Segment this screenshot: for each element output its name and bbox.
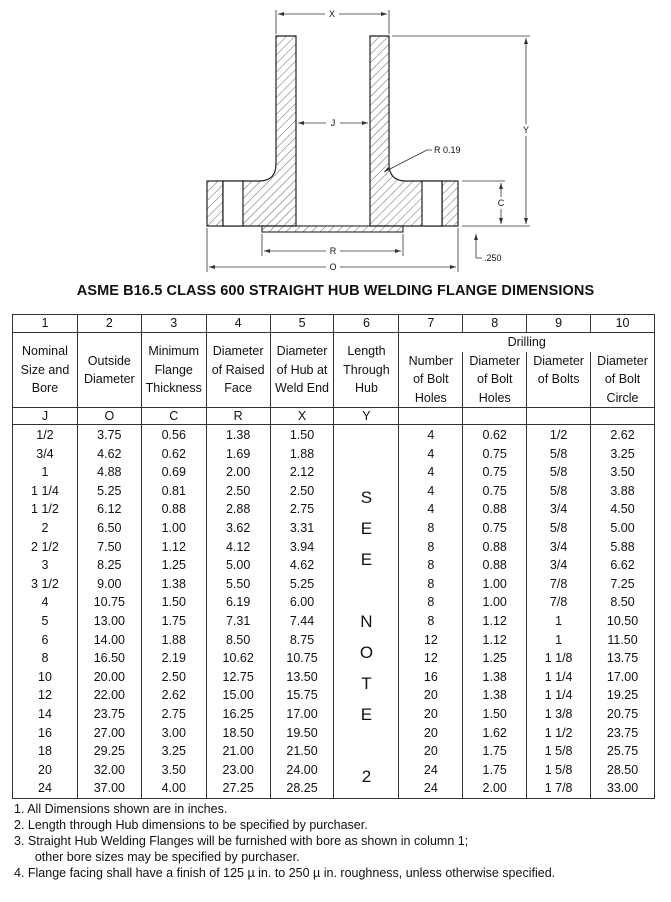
label-radius: R 0.19 [434,145,461,155]
table-cell: 4 [427,502,435,517]
header-raised-face: Diameter of Raised Face [206,333,270,408]
table-cell: 20.75 [606,706,639,721]
table-cell: 1 3/8 [544,706,573,721]
table-cell: 11.50 [607,632,638,647]
table-cell: 24 [38,781,52,796]
symbol-cell: X [270,408,334,425]
table-cell: 3.25 [161,744,186,759]
table-cell: 10.75 [286,651,318,666]
table-cell: 1.75 [482,762,507,777]
table-cell: 5/8 [549,520,568,535]
table-cell: 3.75 [97,428,122,442]
symbol-cell: C [141,408,206,425]
table-cell: 1 5/8 [544,762,573,777]
table-cell: 5/8 [549,465,568,480]
table-cell: 19.50 [286,725,318,740]
table-cell: 1 1/2 [544,725,573,740]
header-outside-diameter: Outside Diameter [77,333,141,408]
table-cell: 8 [427,558,435,573]
flange-right-ring [442,181,458,226]
table-cell: 4 [427,483,435,498]
table-cell: 5.00 [225,558,251,573]
header-nominal-size: Nominal Size and Bore [13,333,78,408]
table-cell: 2.62 [610,428,635,442]
table-cell: 18 [38,744,52,759]
column-number: 6 [334,315,399,333]
table-cell: 1 1/4 [544,688,573,703]
table-cell: 5.50 [225,576,251,591]
table-cell: 1 [41,465,49,480]
table-cell: 1.50 [289,428,315,442]
table-cell: 1 1/2 [31,502,59,517]
table-cell: 16 [423,669,438,684]
table-cell: 4 [427,428,435,442]
col-bolt-hole-diameter [463,425,527,799]
column-number: 2 [77,315,141,333]
table-cell: 1.25 [161,558,186,573]
table-cell: 0.88 [482,558,507,573]
header-hub-diameter: Diameter of Hub at Weld End [270,333,334,408]
table-cell: 20 [423,688,438,703]
table-cell: 5/8 [549,446,568,461]
table-cell: 37.00 [93,781,125,796]
symbol-cell: O [77,408,141,425]
flange-left-ring [207,181,223,226]
table-cell: 3.25 [610,446,635,461]
table-cell: 4 [427,446,435,461]
table-cell: 1 [555,613,563,628]
table-cell: 5.88 [610,539,635,554]
table-cell: 1.12 [482,632,507,647]
table-cell: 13.00 [93,613,125,628]
table-cell: 0.62 [482,428,507,442]
table-cell: 20.00 [93,669,125,684]
table-cell: 15.00 [222,688,254,703]
table-cell: 17.00 [286,706,318,721]
table-cell: 3.94 [289,539,315,554]
table-cell: 4.88 [97,465,122,480]
symbol-cell [399,408,463,425]
footnotes [14,801,664,881]
table-cell: 2.75 [289,502,315,517]
table-cell: 7.50 [97,539,122,554]
table-cell: 3.50 [161,762,186,777]
table-cell: 1.50 [161,595,186,610]
table-cell: 8 [427,595,435,610]
table-cell: 7.25 [610,576,635,591]
column-number: 4 [206,315,270,333]
table-cell: 2 1/2 [31,539,59,554]
column-number: 9 [527,315,591,333]
table-cell: 1.38 [482,669,507,684]
symbol-cell: J [13,408,78,425]
table-cell: 1/2 [549,428,568,442]
table-cell: 27.00 [93,725,125,740]
table-cell: 13.50 [286,669,318,684]
table-cell: 8.50 [225,632,251,647]
table-cell: 5/8 [549,483,568,498]
table-cell: 16.50 [93,651,125,666]
table-cell: 1 1/4 [544,669,573,684]
table-cell: 2.50 [161,669,186,684]
table-cell: 6.19 [225,595,251,610]
table-cell: 0.88 [161,502,186,517]
table-cell: 1.12 [161,539,186,554]
table-cell: 0.75 [482,483,507,498]
col-bolt-diameter [527,425,591,799]
table-cell: 6.12 [97,502,122,517]
table-cell: 32.00 [93,762,125,777]
note-3-continued: other bore sizes may be specified by purchaser. [14,850,300,864]
table-cell: 23.75 [606,725,639,740]
raised-face [262,226,403,232]
header-bolt-hole-diameter: Diameter of Bolt Holes [463,352,527,408]
col-raised-face [206,425,270,799]
table-cell: 1 1/8 [544,651,573,666]
table-cell: 18.50 [222,725,254,740]
table-cell: 24 [423,781,438,796]
table-cell: 1.00 [161,520,186,535]
table-cell: 1.62 [482,725,507,740]
table-cell: 2.50 [225,483,251,498]
table-cell: 1 1/4 [31,483,59,498]
label-c: C [497,198,505,208]
table-cell: 4.62 [97,446,122,461]
table-cell: 0.81 [161,483,186,498]
table-cell: 20 [423,725,438,740]
table-cell: 5.25 [289,576,315,591]
col-bolt-circle [591,425,655,799]
table-cell: 5 [41,613,49,628]
header-drilling: Drilling [399,333,655,352]
table-cell: 2.75 [161,706,186,721]
table-cell: 22.00 [93,688,125,703]
header-hub-length: Length Through Hub [334,333,399,408]
header-bolt-hole-count: Number of Bolt Holes [399,352,463,408]
note-2: 2. Length through Hub dimensions to be specified by purchaser. [14,818,368,832]
table-cell: 6.00 [289,595,315,610]
table-cell: 7/8 [549,576,568,591]
table-cell: 10 [38,669,52,684]
table-cell: 1.38 [482,688,507,703]
table-cell: 1.25 [482,651,507,666]
table-cell: 1.00 [482,576,507,591]
table-cell: 0.75 [482,446,507,461]
label-r: R [329,246,337,256]
table-cell: 12 [423,632,438,647]
data-body-row [13,425,655,799]
table-cell: 2 [41,520,49,535]
table-cell: 1.75 [161,613,186,628]
table-cell: 1.69 [225,446,251,461]
symbol-cell: Y [334,408,399,425]
table-cell: 3/4 [36,446,54,461]
table-cell: 6 [41,632,49,647]
note-1: 1. All Dimensions shown are in inches. [14,802,228,816]
table-cell: 1.88 [289,446,315,461]
table-cell: 23.75 [93,706,125,721]
table-cell: 8 [427,520,435,535]
table-cell: 1.75 [482,744,507,759]
table-cell: 6.62 [610,558,635,573]
table-cell: 7.44 [289,613,315,628]
table-cell: 3.50 [610,465,635,480]
table-cell: 0.88 [482,502,507,517]
table-cell: 1.50 [482,706,507,721]
table-cell: 3/4 [549,539,568,554]
note-4: 4. Flange facing shall have a finish of 125 µ in. to 250 µ in. roughness, unless otherwise specified. [14,866,556,880]
table-cell: 0.75 [482,465,507,480]
table-cell: 21.50 [286,744,318,759]
table-cell: 3.88 [610,483,635,498]
table-cell: 4.62 [289,558,315,573]
table-cell: 16 [38,725,52,740]
table-cell: 15.75 [286,688,318,703]
table-cell: 10.75 [93,595,125,610]
table-cell: 10.62 [222,651,254,666]
column-number-row [13,315,655,333]
table-cell: 1.12 [482,613,507,628]
table-cell: 8.25 [97,558,122,573]
column-number: 7 [399,315,463,333]
table-cell: 8 [427,539,435,554]
flange-dimensions-table [12,314,655,799]
table-cell: 8 [427,613,435,628]
symbol-row [13,408,655,425]
table-cell: 9.00 [97,576,122,591]
table-cell: 20 [423,706,438,721]
column-number: 10 [591,315,655,333]
table-cell: 3 1/2 [31,576,59,591]
table-cell: 3/4 [549,558,568,573]
table-cell: 2.00 [482,781,507,796]
table-cell: 28.50 [606,762,639,777]
symbol-cell [591,408,655,425]
label-gap: .250 [484,253,502,263]
table-cell: 4 [427,465,435,480]
table-cell: 20 [423,744,438,759]
table-cell: 17.00 [606,669,639,684]
table-cell: 0.75 [482,520,507,535]
table-cell: 1 [555,632,563,647]
table-cell: 3.00 [161,725,186,740]
note-3: 3. Straight Hub Welding Flanges will be furnished with bore as shown in column 1; [14,834,469,848]
table-cell: 8 [41,651,49,666]
table-cell: 24 [423,762,438,777]
col-flange-thickness [141,425,206,799]
table-cell: 25.75 [606,744,639,759]
col-hub-diameter [270,425,334,799]
bolt-hole-right [422,181,442,226]
table-cell: 29.25 [93,744,125,759]
table-cell: 1 7/8 [544,781,573,796]
table-cell: 8.75 [289,632,315,647]
column-number: 5 [270,315,334,333]
flange-cross-section-drawing [0,0,671,280]
table-cell: 0.56 [161,428,186,442]
symbol-cell: R [206,408,270,425]
symbol-cell [527,408,591,425]
table-cell: 8 [427,576,435,591]
column-number: 8 [463,315,527,333]
table-cell: 0.69 [161,465,186,480]
table-cell: 2.19 [161,651,186,666]
table-cell: 12 [423,651,438,666]
table-cell: 2.12 [289,465,315,480]
table-cell: 1/2 [36,428,54,442]
col-see-note [334,425,399,799]
label-y: Y [522,125,530,135]
table-cell: 0.62 [161,446,186,461]
table-cell: 7/8 [549,595,568,610]
label-j: J [330,118,336,128]
col-bolt-hole-count [399,425,463,799]
table-cell: 23.00 [222,762,254,777]
table-cell: 4 [41,595,49,610]
bolt-hole-left [223,181,243,226]
table-cell: 3.31 [289,520,315,535]
table-cell: 1.00 [482,595,507,610]
table-cell: 3.62 [225,520,251,535]
table-cell: 5.25 [97,483,122,498]
table-cell: 12 [38,688,52,703]
label-x: X [328,9,336,19]
table-cell: 33.00 [606,781,639,796]
table-cell: 14.00 [93,632,125,647]
column-number: 1 [13,315,78,333]
table-cell: 5.00 [610,520,635,535]
table-cell: 6.50 [97,520,122,535]
table-cell: 10.50 [606,613,639,628]
table-cell: 2.50 [289,483,315,498]
table-cell: 12.75 [222,669,254,684]
table-cell: 1.88 [161,632,186,647]
table-cell: 0.88 [482,539,507,554]
table-cell: 14 [38,706,52,721]
table-cell: 3 [41,558,49,573]
table-cell: 28.25 [286,781,318,796]
table-cell: 1.38 [161,576,186,591]
table-cell: 13.75 [606,651,639,666]
label-o: O [329,262,337,272]
page-title: ASME B16.5 CLASS 600 STRAIGHT HUB WELDING FLANGE DIMENSIONS [76,283,595,299]
col-nominal-size [13,425,78,799]
table-cell: 4.12 [225,539,251,554]
table-cell: 4.50 [610,502,635,517]
table-cell: 1.38 [225,428,251,442]
table-cell: 3/4 [549,502,568,517]
table-cell: 2.00 [225,465,251,480]
table-cell: 2.88 [225,502,251,517]
header-flange-thickness: Minimum Flange Thickness [141,333,206,408]
symbol-cell [463,408,527,425]
table-cell: 4.00 [161,781,186,796]
table-cell: 24.00 [286,762,318,777]
see-note-2: S E E N O T E 2 [359,488,374,786]
col-outside-diameter [77,425,141,799]
column-number: 3 [141,315,206,333]
header-bolt-diameter: Diameter of Bolts [527,352,591,408]
header-bolt-circle: Diameter of Bolt Circle [591,352,655,408]
table-cell: 8.50 [610,595,635,610]
table-cell: 21.00 [222,744,254,759]
table-cell: 19.25 [606,688,639,703]
table-cell: 20 [38,762,52,777]
table-cell: 16.25 [222,706,254,721]
table-cell: 1 5/8 [544,744,573,759]
header-row-top [13,333,655,352]
table-cell: 27.25 [222,781,254,796]
table-cell: 2.62 [161,688,186,703]
table-cell: 7.31 [225,613,251,628]
